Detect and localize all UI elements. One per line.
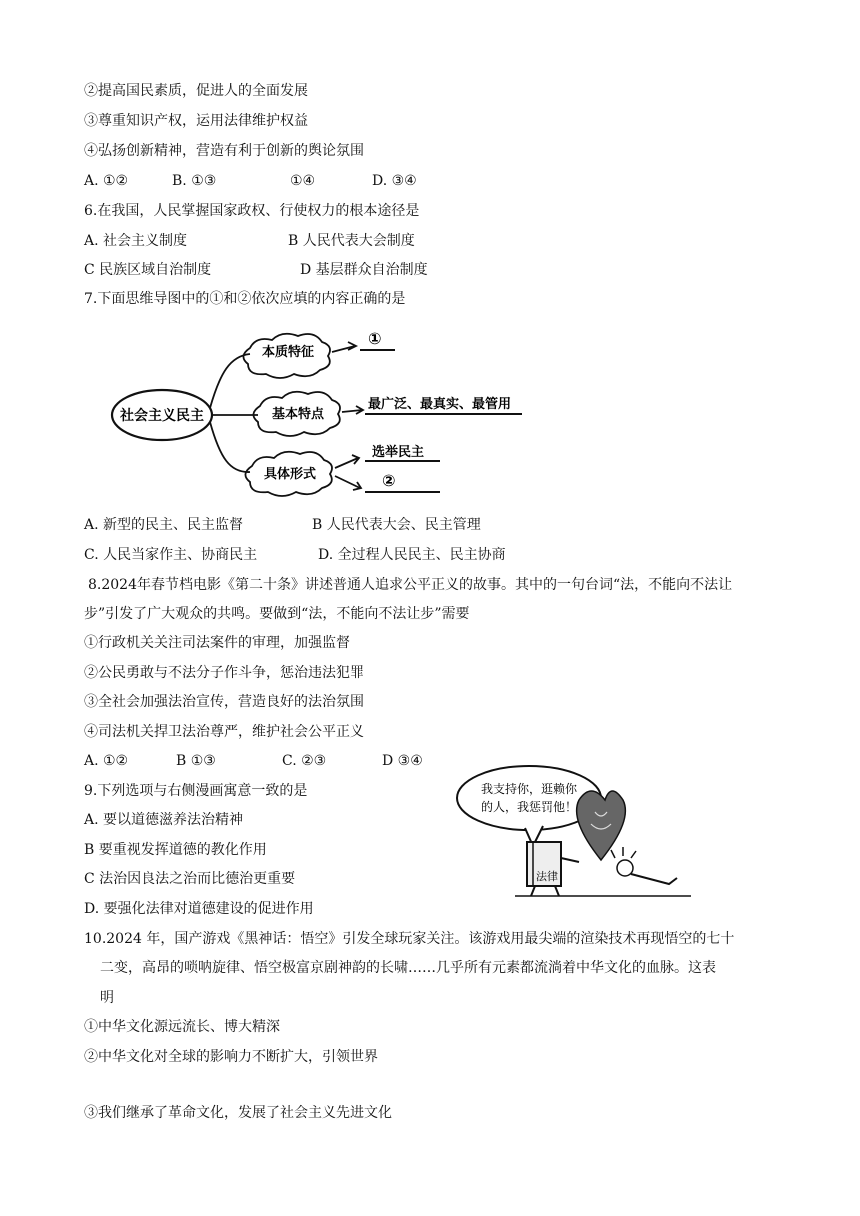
q10-stem-line-3: 明	[100, 990, 114, 1006]
q9-option-d: D. 要强化法律对道德建设的促进作用	[84, 901, 314, 917]
q7-option-b: B 人民代表大会、民主管理	[312, 517, 481, 533]
q9-option-a: A. 要以道德滋养法治精神	[84, 812, 244, 828]
mind-map-branch-2: 基本特点	[271, 407, 325, 422]
q6-option-b: B 人民代表大会制度	[288, 233, 415, 249]
q5-option-b: B. ①③	[172, 173, 217, 189]
q10-item-3: ③我们继承了革命文化，发展了社会主义先进文化	[84, 1105, 392, 1121]
q10-stem-line-1: 10.2024 年，国产游戏《黑神话：悟空》引发全球玩家关注。该游戏用最尖端的渲染技术再现悟空的七十	[84, 931, 735, 947]
q8-item-2: ②公民勇敢与不法分子作斗争，惩治违法犯罪	[84, 665, 364, 681]
mind-map-branch-3: 具体形式	[263, 467, 317, 482]
q7-stem: 7.下面思维导图中的①和②依次应填的内容正确的是	[84, 291, 406, 307]
q5-item-2: ②提高国民素质，促进人的全面发展	[84, 83, 308, 99]
q8-item-3: ③全社会加强法治宣传，营造良好的法治氛围	[84, 694, 364, 710]
q8-option-b: B ①③	[176, 753, 216, 769]
mind-map-branch-2-text: 最广泛、最真实、最管用	[368, 397, 512, 412]
q8-option-a: A. ①②	[84, 753, 129, 769]
q10-item-2: ②中华文化对全球的影响力不断扩大，引领世界	[84, 1049, 378, 1065]
q7-option-a: A. 新型的民主、民主监督	[84, 517, 244, 533]
q5-option-a: A. ①②	[84, 173, 129, 189]
q5-item-3: ③尊重知识产权，运用法律维护权益	[84, 113, 308, 129]
q8-option-d: D ③④	[382, 753, 423, 769]
mind-map-branch-1: 本质特征	[261, 345, 315, 360]
q5-option-c: ①④	[290, 173, 316, 189]
mind-map-blank-1: ①	[368, 329, 382, 348]
mind-map-branch-3-text: 选举民主	[372, 445, 425, 460]
q10-stem-line-2: 二变，高昂的唢呐旋律、悟空极富京剧神韵的长啸……几乎所有元素都流淌着中华文化的血脉。这表	[100, 960, 716, 976]
cartoon-speech-line-1: 我支持你，逛赖你	[480, 782, 578, 796]
cartoon-speech-line-2: 的人，我惩罚他！	[480, 800, 578, 814]
q9-stem: 9.下列选项与右侧漫画寓意一致的是	[84, 783, 308, 799]
q8-stem-line-2: 步”引发了广大观众的共鸣。要做到“法，不能向不法让步”需要	[84, 606, 470, 622]
law-morality-cartoon	[455, 762, 695, 902]
q5-item-4: ④弘扬创新精神，营造有利于创新的舆论氛围	[84, 143, 364, 159]
cartoon-book-label: 法律	[536, 870, 558, 883]
q7-option-d: D. 全过程人民民主、民主协商	[318, 547, 506, 563]
mind-map-center: 社会主义民主	[120, 408, 204, 424]
q8-item-4: ④司法机关捍卫法治尊严，维护社会公平正义	[84, 724, 364, 740]
q5-option-d: D. ③④	[372, 173, 417, 189]
q6-option-d: D 基层群众自治制度	[300, 262, 428, 278]
q9-option-b: B 要重视发挥道德的教化作用	[84, 842, 267, 858]
q8-stem-line-1: 8.2024年春节档电影《第二十条》讲述普通人追求公平正义的故事。其中的一句台词“法，不能向不法让	[88, 577, 733, 593]
q6-option-a: A. 社会主义制度	[84, 233, 188, 249]
q7-option-c: C. 人民当家作主、协商民主	[84, 547, 258, 563]
q10-item-1: ①中华文化源远流长、博大精深	[84, 1019, 280, 1035]
q6-option-c: C 民族区域自治制度	[84, 262, 212, 278]
q9-option-c: C 法治因良法之治而比德治更重要	[84, 871, 296, 887]
q8-option-c: C. ②③	[282, 753, 327, 769]
mind-map-blank-2: ②	[382, 471, 396, 490]
q8-item-1: ①行政机关关注司法案件的审理，加强监督	[84, 635, 350, 651]
q6-stem: 6.在我国，人民掌握国家政权、行使权力的根本途径是	[84, 203, 420, 219]
mind-map-diagram	[110, 318, 540, 508]
